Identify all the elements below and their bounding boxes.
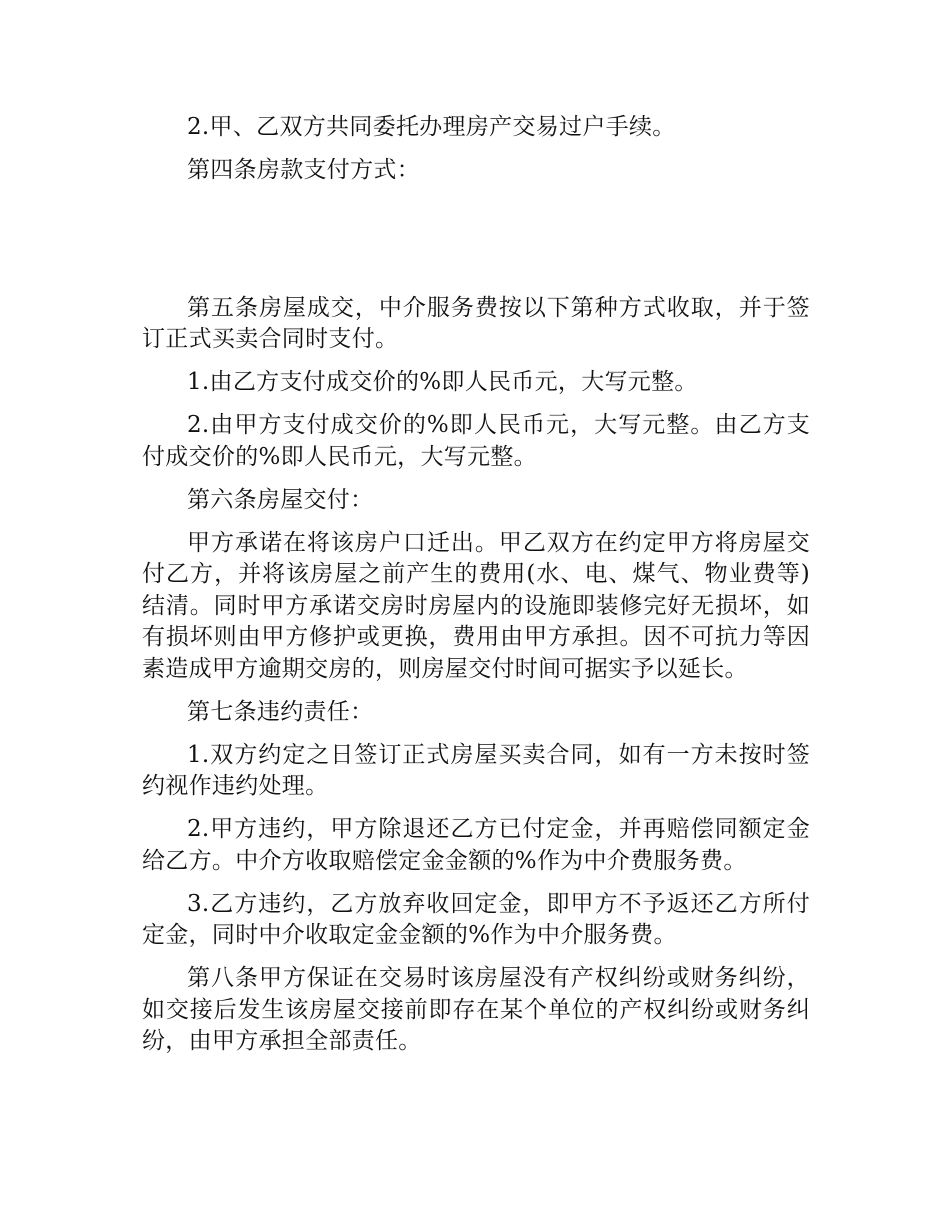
paragraph-delivery-terms: 甲方承诺在将该房户口迁出。甲乙双方在约定甲方将房屋交付乙方，并将该房屋之前产生的费用(水、电、煤气、物业费等)结清。同时甲方承诺交房时房屋内的设施即装修完好无损坏，如有损坏则由甲方修护或更换，费用由甲方承担。因不可抗力等因素造成甲方逾期交房的，则房屋交付时间可据实予以延长。: [142, 529, 810, 682]
paragraph-fee-option-1: 1.由乙方支付成交价的%即人民币元，大写元整。: [187, 369, 698, 395]
paragraph-breach-3: 3.乙方违约，乙方放弃收回定金，即甲方不予返还乙方所付定金，同时中介收取定金金额的%作为中介服务费。: [142, 890, 810, 948]
heading-article-6-delivery: 第六条房屋交付：: [187, 486, 374, 513]
heading-article-7-breach: 第七条违约责任：: [187, 698, 374, 725]
paragraph-breach-1: 1.双方约定之日签订正式房屋买卖合同，如有一方未按时签约视作违约处理。: [142, 741, 810, 799]
paragraph-transfer-procedures: 2.甲、乙双方共同委托办理房产交易过户手续。: [187, 114, 676, 140]
paragraph-article-5-service-fee: 第五条房屋成交，中介服务费按以下第种方式收取，并于签订正式买卖合同时支付。: [142, 294, 810, 352]
paragraph-article-8-guarantee: 第八条甲方保证在交易时该房屋没有产权纠纷或财务纠纷，如交接后发生该房屋交接前即存在某个单位的产权纠纷或财务纠纷，由甲方承担全部责任。: [142, 965, 810, 1054]
paragraph-fee-option-2: 2.由甲方支付成交价的%即人民币元，大写元整。由乙方支付成交价的%即人民币元，大写元整。: [142, 412, 810, 470]
paragraph-breach-2: 2.甲方违约，甲方除退还乙方已付定金，并再赔偿同额定金给乙方。中介方收取赔偿定金金额的%作为中介费服务费。: [142, 816, 810, 874]
heading-article-4-payment: 第四条房款支付方式：: [187, 157, 420, 183]
document-page: [142, 112, 810, 1058]
